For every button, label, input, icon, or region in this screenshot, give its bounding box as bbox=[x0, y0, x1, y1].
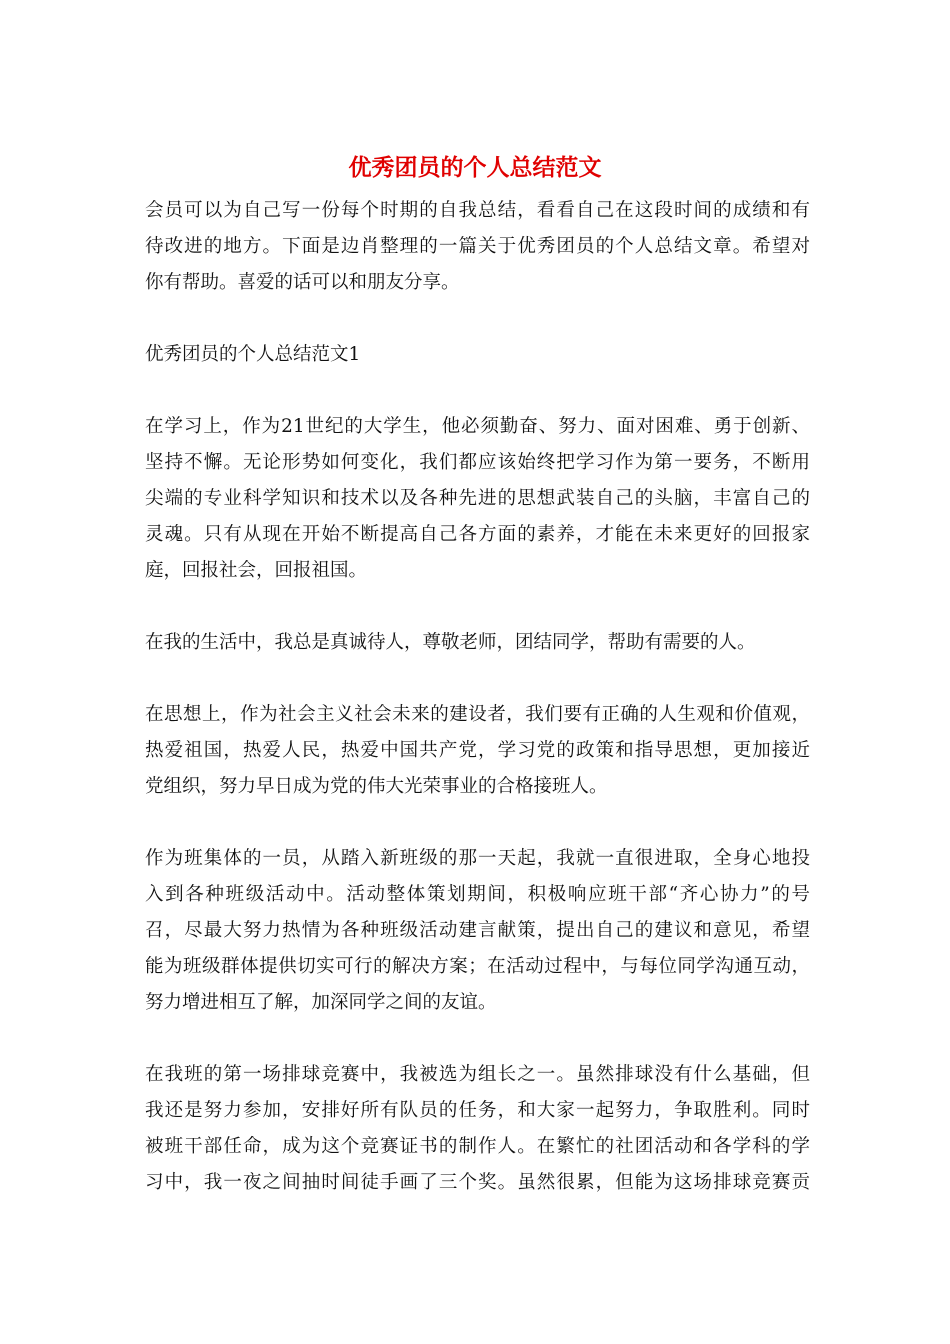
paragraph bbox=[145, 409, 810, 589]
paragraph-line: 在我班的第一场排球竞赛中，我被选为组长之一。虽然排球没有什么基础，但 bbox=[145, 1064, 810, 1085]
paragraph-line: 优秀团员的个人总结范文1 bbox=[145, 344, 361, 365]
paragraph-line: 在思想上，作为社会主义社会未来的建设者，我们要有正确的人生观和价值观， bbox=[145, 704, 810, 725]
paragraph bbox=[145, 337, 810, 373]
paragraph bbox=[145, 841, 810, 1021]
paragraph-line: 能为班级群体提供切实可行的解决方案；在活动过程中，与每位同学沟通互动， bbox=[145, 956, 810, 977]
paragraph-line: 会员可以为自己写一份每个时期的自我总结，看看自己在这段时间的成绩和有 bbox=[145, 200, 810, 221]
paragraph-line: 被班干部任命，成为这个竞赛证书的制作人。在繁忙的社团活动和各学科的学 bbox=[145, 1136, 810, 1157]
paragraph bbox=[145, 697, 810, 805]
document-title: 优秀团员的个人总结范文 bbox=[348, 154, 602, 181]
paragraph-line: 召，尽最大努力热情为各种班级活动建言献策，提出自己的建议和意见，希望 bbox=[145, 920, 810, 941]
paragraph-line: 在学习上，作为21世纪的大学生，他必须勤奋、努力、面对困难、勇于创新、 bbox=[145, 416, 810, 437]
paragraph-line: 你有帮助。喜爱的话可以和朋友分享。 bbox=[145, 272, 460, 293]
paragraph-line: 努力增进相互了解，加深同学之间的友谊。 bbox=[145, 992, 497, 1013]
paragraph-line: 热爱祖国，热爱人民，热爱中国共产党，学习党的政策和指导思想，更加接近 bbox=[145, 740, 810, 761]
paragraph-line: 党组织，努力早日成为党的伟大光荣事业的合格接班人。 bbox=[145, 776, 608, 797]
paragraph-line: 坚持不懈。无论形势如何变化，我们都应该始终把学习作为第一要务，不断用 bbox=[145, 452, 810, 473]
paragraph-line: 庭，回报社会，回报祖国。 bbox=[145, 560, 368, 581]
paragraph-line: 作为班集体的一员，从踏入新班级的那一天起，我就一直很进取，全身心地投 bbox=[145, 848, 810, 869]
paragraph-line: 灵魂。只有从现在开始不断提高自己各方面的素养，才能在未来更好的回报家 bbox=[145, 524, 810, 545]
document-body bbox=[145, 193, 810, 1237]
paragraph bbox=[145, 625, 810, 661]
paragraph-line: 待改进的地方。下面是边肖整理的一篇关于优秀团员的个人总结文章。希望对 bbox=[145, 236, 810, 257]
paragraph-line: 在我的生活中，我总是真诚待人，尊敬老师，团结同学，帮助有需要的人。 bbox=[145, 632, 756, 653]
paragraph bbox=[145, 1057, 810, 1201]
paragraph-line: 入到各种班级活动中。活动整体策划期间，积极响应班干部“齐心协力”的号 bbox=[145, 884, 810, 905]
paragraph-line: 我还是努力参加，安排好所有队员的任务，和大家一起努力，争取胜利。同时 bbox=[145, 1100, 810, 1121]
paragraph-line: 尖端的专业科学知识和技术以及各种先进的思想武装自己的头脑，丰富自己的 bbox=[145, 488, 810, 509]
paragraph bbox=[145, 193, 810, 301]
paragraph-line: 习中，我一夜之间抽时间徒手画了三个奖。虽然很累，但能为这场排球竞赛贡 bbox=[145, 1172, 810, 1193]
